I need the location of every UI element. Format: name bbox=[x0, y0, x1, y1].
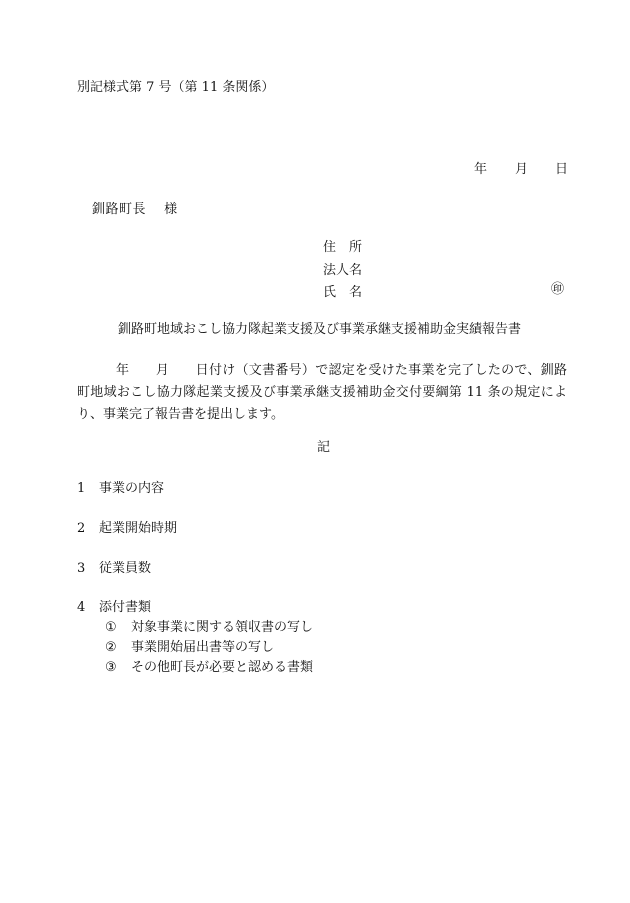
applicant-name-label: 氏 名 bbox=[323, 285, 363, 300]
item-label: 添付書類 bbox=[99, 600, 152, 615]
ki-heading: 記 bbox=[317, 440, 331, 455]
item-number: 3 bbox=[77, 561, 86, 576]
attachment-mark: ③ bbox=[105, 660, 117, 675]
attachment-mark: ① bbox=[105, 620, 117, 635]
date-month-label: 月 bbox=[515, 162, 529, 177]
seal-mark: ㊞ bbox=[551, 282, 565, 297]
attachment-label: その他町長が必要と認める書類 bbox=[131, 660, 314, 675]
list-item bbox=[77, 482, 164, 495]
attachment-label: 事業開始届出書等の写し bbox=[131, 640, 275, 655]
item-label: 事業の内容 bbox=[99, 481, 165, 496]
attachment-item bbox=[105, 621, 313, 634]
item-label: 従業員数 bbox=[99, 561, 152, 576]
document-title: 釧路町地域おこし協力隊起業支援及び事業承継支援補助金実績報告書 bbox=[118, 322, 522, 337]
form-number: 別記様式第 7 号（第 11 条関係） bbox=[77, 80, 275, 95]
body-paragraph: 年 月 日付け（文書番号）で認定を受けた事業を完了したので、釧路町地域おこし協力隊起業支援及び事業承継支援補助金交付要綱第 11 条の規定により、事業完了報告書を提出します。 bbox=[77, 363, 567, 422]
attachment-item bbox=[105, 641, 274, 654]
list-item bbox=[77, 562, 151, 575]
item-number: 1 bbox=[77, 481, 86, 496]
item-number: 4 bbox=[77, 600, 86, 615]
item-label: 起業開始時期 bbox=[99, 521, 178, 536]
date-year-label: 年 bbox=[474, 162, 488, 177]
date-day-label: 日 bbox=[555, 162, 569, 177]
attachment-mark: ② bbox=[105, 640, 117, 655]
addressee: 釧路町長 様 bbox=[92, 202, 178, 217]
list-item bbox=[77, 601, 151, 614]
item-number: 2 bbox=[77, 521, 86, 536]
attachment-label: 対象事業に関する領収書の写し bbox=[131, 620, 314, 635]
applicant-address-label: 住 所 bbox=[323, 240, 363, 255]
list-item bbox=[77, 522, 177, 535]
applicant-corporation-label: 法人名 bbox=[323, 263, 363, 278]
attachment-item bbox=[105, 661, 313, 674]
